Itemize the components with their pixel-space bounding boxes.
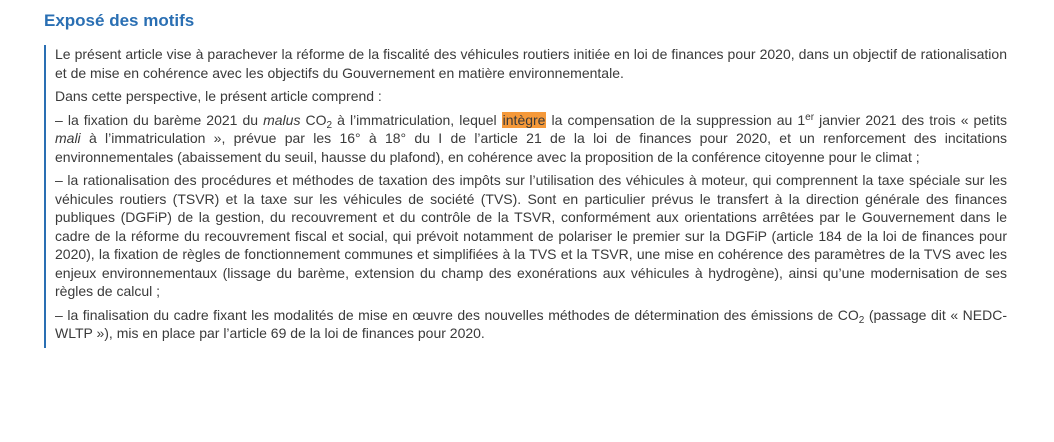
subscript: 2 (858, 314, 865, 326)
subscript: 2 (326, 119, 333, 131)
paragraph-finalisation (55, 306, 1007, 343)
text-run: CO (300, 111, 327, 128)
paragraph-intro: Le présent article vise à parachever la réforme de la fiscalité des véhicules routiers initiée en loi de finances pour 2020, dans un objectif de rationalisation et de mise en cohérence avec les objectifs du Gouvernement en matière environnementale. (55, 46, 1007, 81)
text-run: à l’immatriculation, lequel (332, 111, 502, 128)
superscript: er (805, 111, 815, 123)
text-run: la compensation de la suppression au 1 (546, 111, 806, 128)
search-highlight: intègre (502, 111, 546, 128)
text-run: janvier 2021 des trois « petits (814, 111, 1007, 128)
italic-text: mali (55, 130, 81, 146)
text-run: à l’immatriculation », prévue par les 16° à 18° du I de l’article 21 de la loi de finances pour 2020, et un renforcement des incitations environnementales (abaissement du seuil, hausse du plafond), en cohérence avec la proposition de la conférence citoyenne pour le climat ; (55, 130, 1007, 165)
section-title: Exposé des motifs (44, 11, 195, 30)
motifs-body (44, 45, 1007, 348)
paragraph-malus (55, 111, 1007, 167)
text-run: – la finalisation du cadre fixant les modalités de mise en œuvre des nouvelles méthodes de détermination des émissions de CO (55, 306, 859, 323)
text-run: (passage dit « NEDC-WLTP »), mis en place par l’article 69 de la loi de finances pour 2020. (55, 306, 1007, 341)
paragraph-rationalisation: – la rationalisation des procédures et méthodes de taxation des impôts sur l’utilisation des véhicules à moteur, qui comprennent la taxe spéciale sur les véhicules routiers (TSVR) et la taxe sur les véhicules de société (TVS). Sont en particulier prévus le transfert à la direction générale des finances publiques (DGFiP) de la gestion, du recouvrement et du contrôle de la TSVR, conformément aux orientations arrêtées par le Gouvernement dans le cadre de la réforme du recouvrement fiscal et social, qui prévoit notamment de polariser le premier sur la DGFiP (article 184 de la loi de finances pour 2020), la fixation de règles de fonctionnement communes et simplifiées à la TVS et la TSVR, une mise en cohérence des paramètres de la TVS avec les enjeux environnementaux (lissage du barème, extension du champ des exonérations aux véhicules à hydrogène), ainsi qu’une modernisation de ses règles de calcul ; (55, 172, 1007, 299)
text-run: – la fixation du barème 2021 du (55, 111, 264, 128)
paragraph-perspective: Dans cette perspective, le présent article comprend : (55, 88, 382, 104)
italic-text: malus (263, 111, 301, 128)
